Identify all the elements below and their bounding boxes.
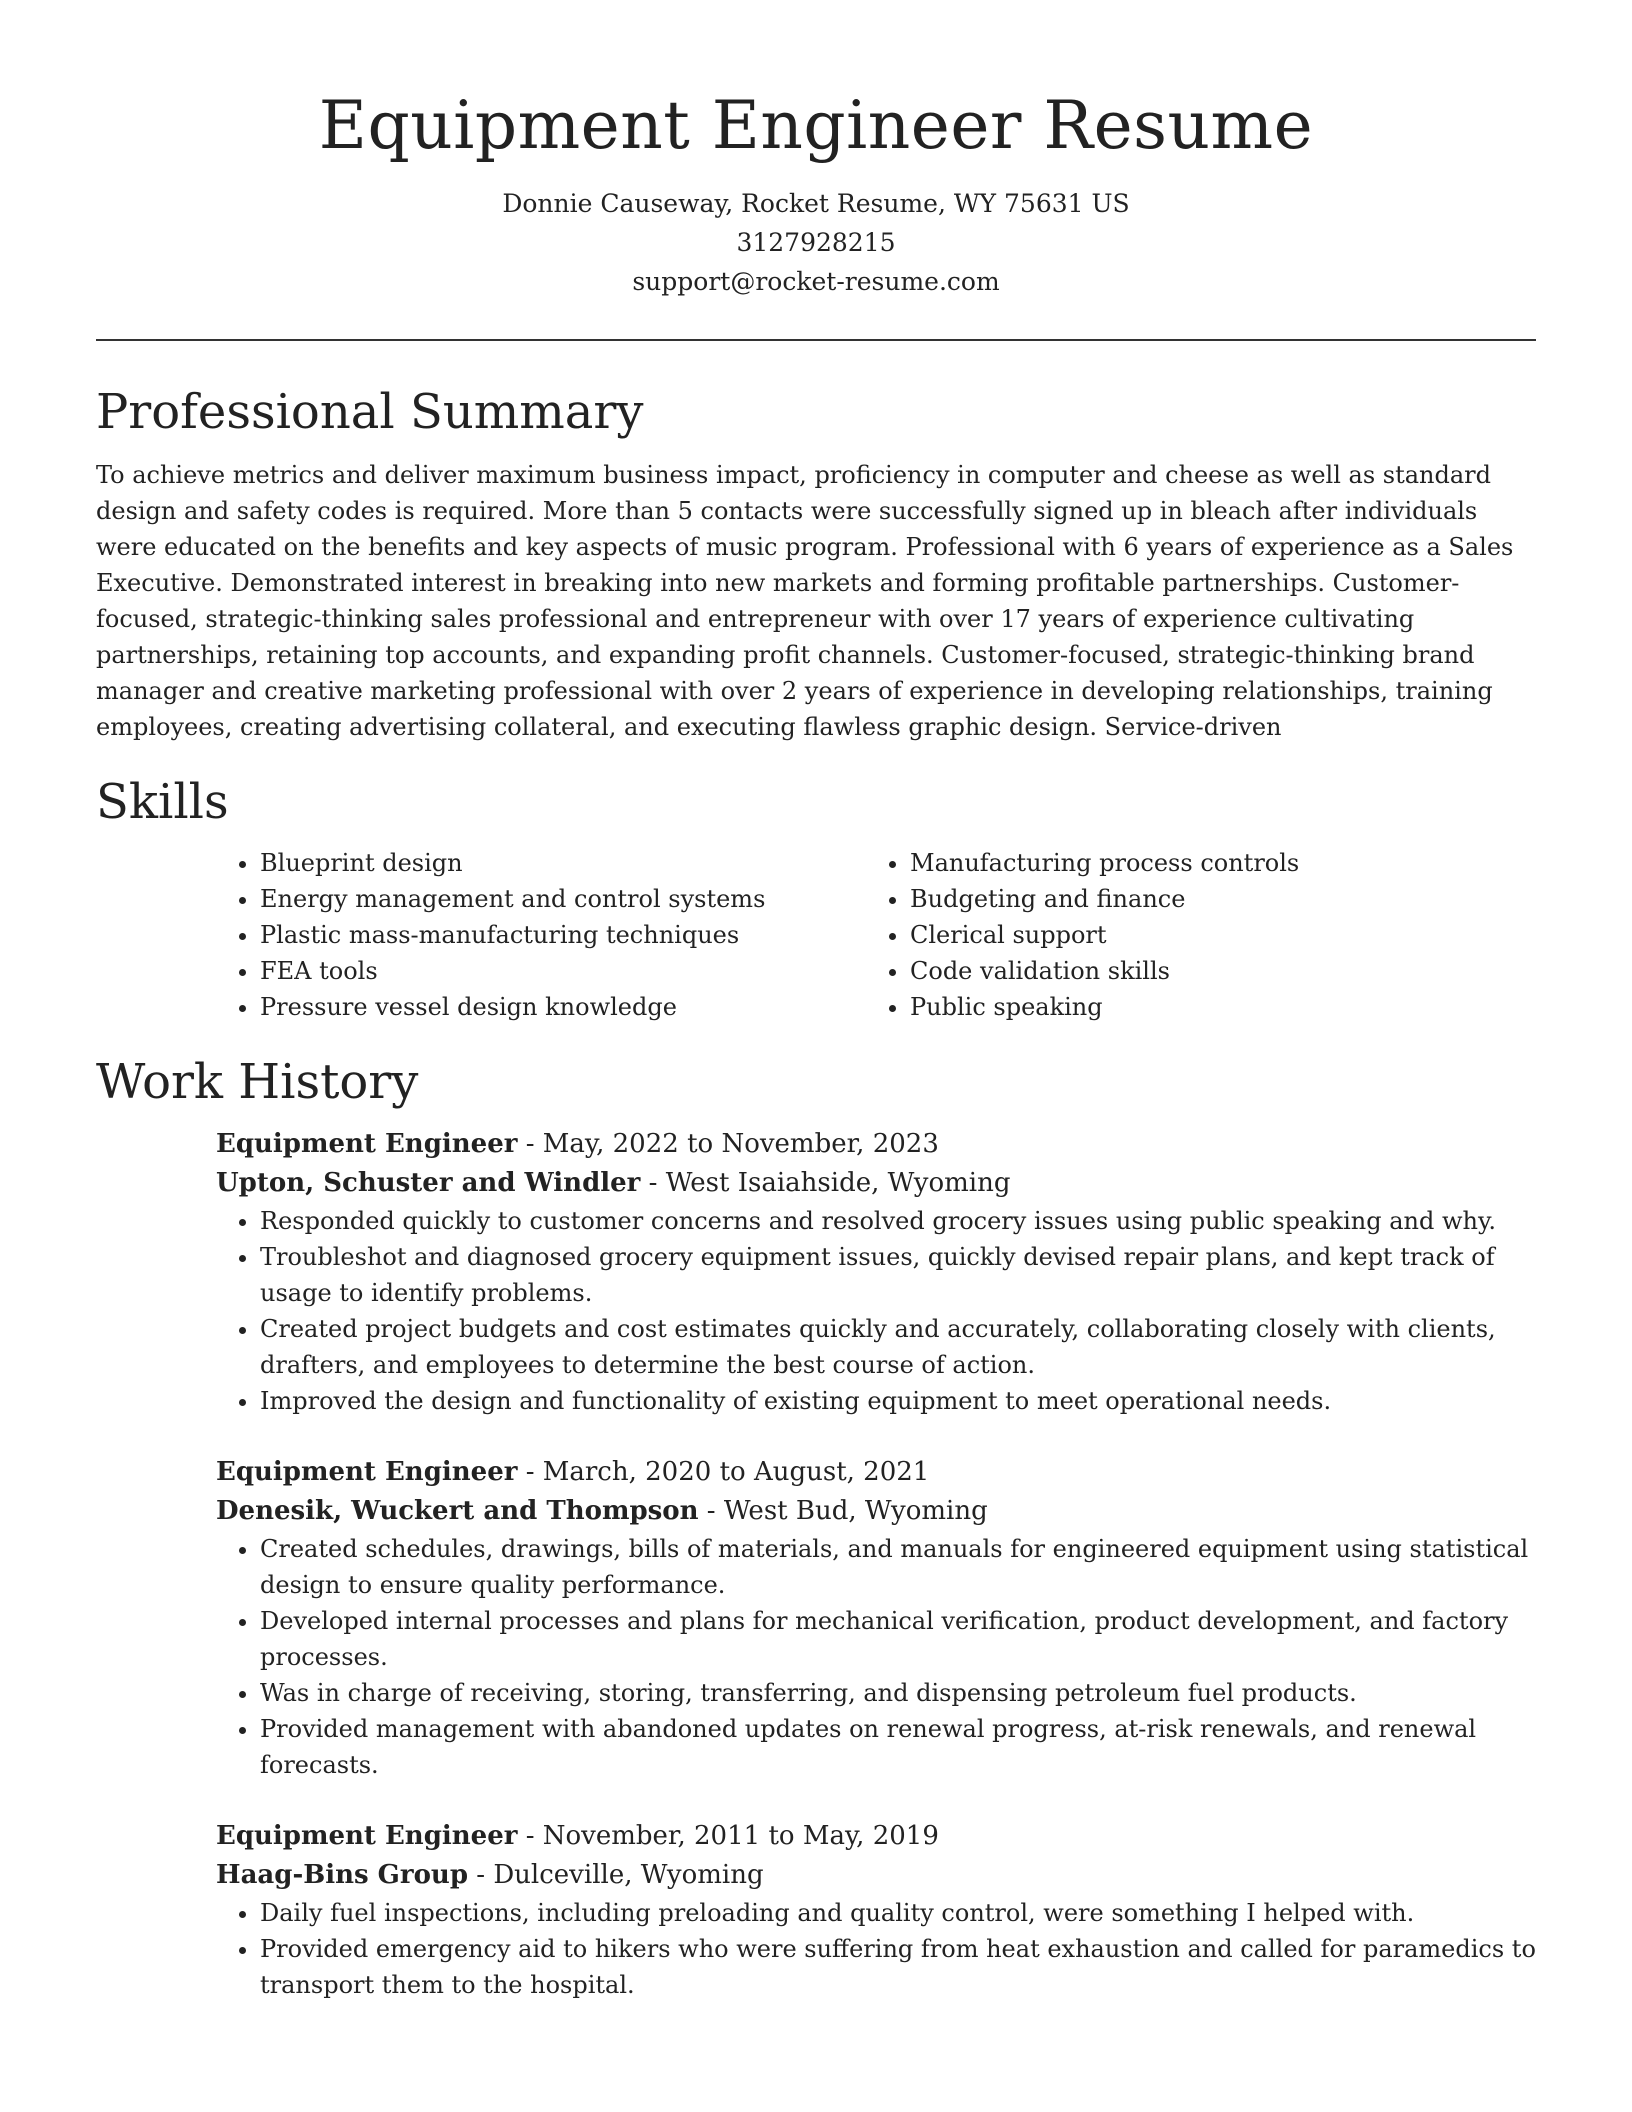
- job-title-line: [216, 1125, 1536, 1164]
- job-entry: [216, 1125, 1536, 1419]
- skills-grid: [216, 845, 1536, 1025]
- skill-item: • Plastic mass-manufacturing techniques: [260, 917, 866, 953]
- skill-item: • Budgeting and finance: [910, 881, 1516, 917]
- section-heading-summary: Professional Summary: [96, 384, 644, 440]
- skill-item: • FEA tools: [260, 953, 866, 989]
- job-title: Equipment Engineer: [216, 1821, 518, 1851]
- skills-list-left: [216, 845, 866, 1025]
- job-duty: • Provided management with abandoned updates on renewal progress, at-risk renewals, and renewal forecasts.: [260, 1711, 1536, 1783]
- skills-list-right: [866, 845, 1516, 1025]
- job-duty: • Was in charge of receiving, storing, transferring, and dispensing petroleum fuel products.: [260, 1675, 1536, 1711]
- header-divider: [96, 339, 1536, 341]
- skills-section: [96, 769, 1536, 1025]
- job-duty: • Created project budgets and cost estimates quickly and accurately, collaborating closely with clients, drafters, and employees to determine the best course of action.: [260, 1311, 1536, 1383]
- contact-phone: 3127928215: [736, 228, 896, 257]
- skill-item: • Public speaking: [910, 989, 1516, 1025]
- job-duty: • Provided emergency aid to hikers who were suffering from heat exhaustion and called for paramedics to transport them to the hospital.: [260, 1931, 1536, 2003]
- job-duty: • Improved the design and functionality of existing equipment to meet operational needs.: [260, 1383, 1536, 1419]
- job-dates: - March, 2020 to August, 2021: [517, 1457, 930, 1487]
- job-entry: [216, 1817, 1536, 2003]
- job-company: Haag-Bins Group: [216, 1860, 469, 1890]
- contact-address: Donnie Causeway, Rocket Resume, WY 75631 US: [502, 189, 1130, 218]
- job-entry: [216, 1453, 1536, 1783]
- job-duty: • Daily fuel inspections, including preloading and quality control, were something I helped with.: [260, 1895, 1536, 1931]
- job-company-line: [216, 1492, 1536, 1531]
- work-history-section: [96, 1049, 1536, 2003]
- summary-text: To achieve metrics and deliver maximum business impact, proficiency in computer and cheese as well as standard design and safety codes is required. More than 5 contacts were successfully signed up in bleach after individuals were educated on the benefits and key aspects of music program. Professional with 6 years of experience as a Sales Executive. Demonstrated interest in breaking into new markets and forming profitable partnerships. Customer-focused, strategic-thinking sales professional and entrepreneur with over 17 years of experience cultivating partnerships, retaining top accounts, and expanding profit channels. Customer-focused, strategic-thinking brand manager and creative marketing professional with over 2 years of experience in developing relationships, training employees, creating advertising collateral, and executing flawless graphic design. Service-driven: [96, 461, 1514, 741]
- job-title-line: [216, 1817, 1536, 1856]
- section-heading-work-history: Work History: [96, 1054, 419, 1110]
- job-company: Denesik, Wuckert and Thompson: [216, 1496, 699, 1526]
- job-company-line: [216, 1856, 1536, 1895]
- skills-column-right: [866, 845, 1516, 1025]
- job-title-line: [216, 1453, 1536, 1492]
- contact-info: [96, 184, 1536, 301]
- job-duties-list: [216, 1531, 1536, 1783]
- resume-header: [96, 0, 1536, 301]
- job-duty: • Created schedules, drawings, bills of materials, and manuals for engineered equipment using statistical design to ensure quality performance.: [260, 1531, 1536, 1603]
- job-location: - West Isaiahside, Wyoming: [640, 1168, 1011, 1198]
- contact-email: support@rocket-resume.com: [632, 267, 1000, 296]
- section-heading-skills: Skills: [96, 774, 229, 830]
- job-location: - West Bud, Wyoming: [698, 1496, 988, 1526]
- job-dates: - May, 2022 to November, 2023: [517, 1129, 939, 1159]
- job-location: - Dulceville, Wyoming: [468, 1860, 764, 1890]
- skill-item: • Blueprint design: [260, 845, 866, 881]
- job-title: Equipment Engineer: [216, 1129, 518, 1159]
- job-company: Upton, Schuster and Windler: [216, 1168, 641, 1198]
- skill-item: • Pressure vessel design knowledge: [260, 989, 866, 1025]
- job-duties-list: [216, 1203, 1536, 1419]
- job-duty: • Responded quickly to customer concerns and resolved grocery issues using public speaking and why.: [260, 1203, 1536, 1239]
- skill-item: • Clerical support: [910, 917, 1516, 953]
- skill-item: • Code validation skills: [910, 953, 1516, 989]
- job-title: Equipment Engineer: [216, 1457, 518, 1487]
- skills-column-left: [216, 845, 866, 1025]
- job-duty: • Troubleshot and diagnosed grocery equipment issues, quickly devised repair plans, and kept track of usage to identify problems.: [260, 1239, 1536, 1311]
- job-company-line: [216, 1164, 1536, 1203]
- resume-title: Equipment Engineer Resume: [318, 87, 1314, 164]
- skill-item: • Energy management and control systems: [260, 881, 866, 917]
- skill-item: • Manufacturing process controls: [910, 845, 1516, 881]
- professional-summary-section: [96, 379, 1536, 745]
- job-dates: - November, 2011 to May, 2019: [517, 1821, 939, 1851]
- job-duties-list: [216, 1895, 1536, 2003]
- job-duty: • Developed internal processes and plans for mechanical verification, product development, and factory processes.: [260, 1603, 1536, 1675]
